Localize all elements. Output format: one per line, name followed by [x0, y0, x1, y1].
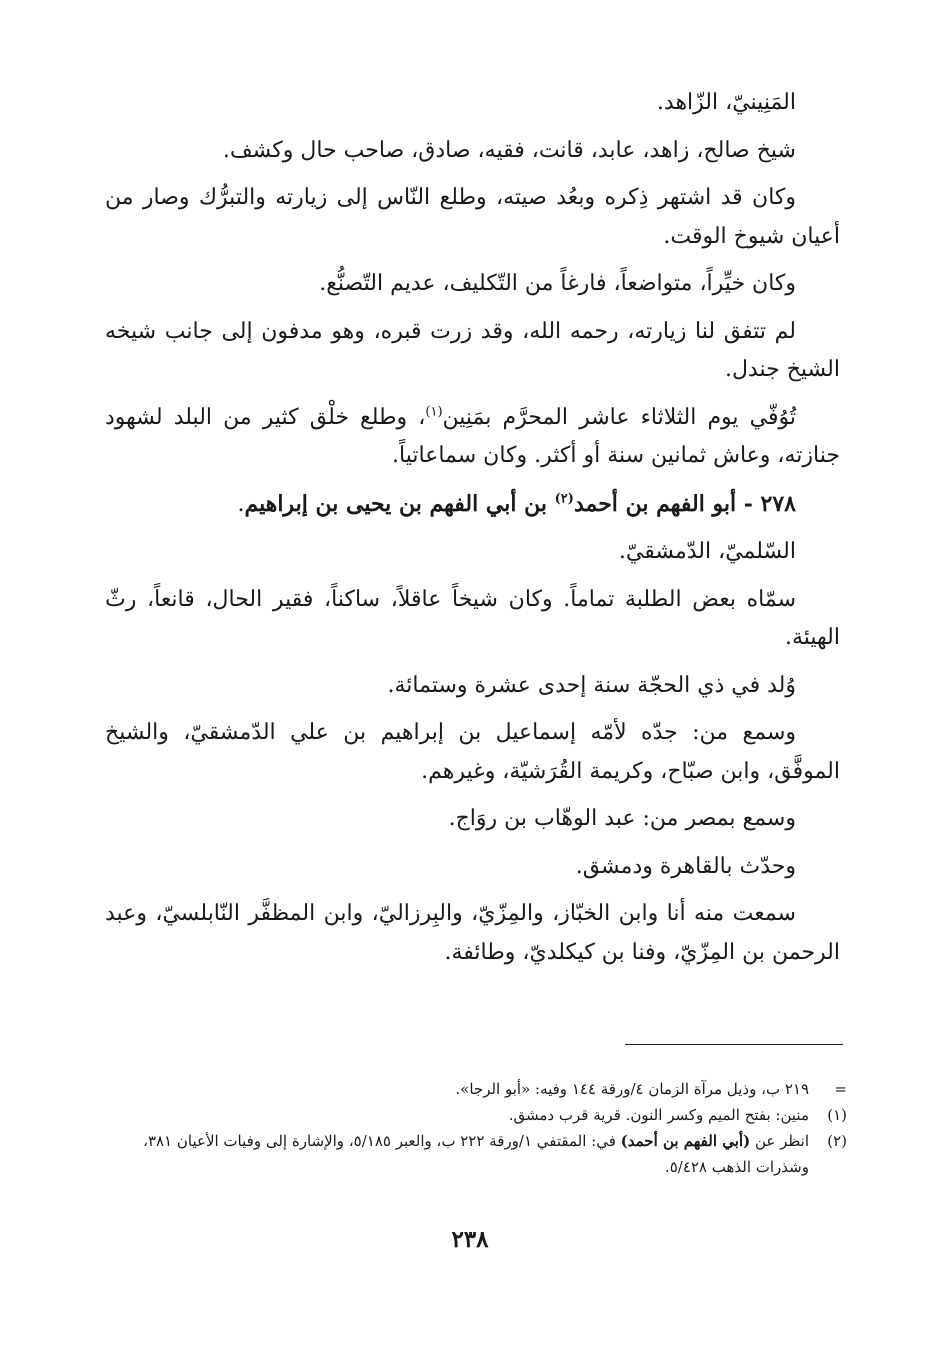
footnote-ref-2: (٢)	[554, 491, 574, 507]
footnote-1	[112, 1102, 847, 1128]
death-text-a: تُوُفّي يوم الثلاثاء عاشر المحرَّم بمَنِين	[442, 404, 796, 430]
footnote-1-mark: (١)	[827, 1106, 847, 1124]
paragraph-grave: لم تتفق لنا زيارته، رحمه الله، وقد زرت قبره، وهو مدفون إلى جانب شيخه الشيخ جندل.	[105, 318, 840, 382]
death-text-b: ، وطلع خلْق كثير من البلد لشهود جنازته، وعاش ثمانين سنة أو أكثر. وكان سماعاتياً.	[105, 404, 840, 468]
paragraph-death	[105, 399, 840, 476]
footnote-2-pre: انظر عن	[750, 1132, 809, 1150]
entry-number: ٢٧٨ -	[736, 490, 796, 517]
footnote-separator	[625, 1044, 843, 1045]
footnote-1-text: منين: بفتح الميم وكسر النون. قرية قرب دمشق.	[508, 1106, 809, 1124]
footnote-2	[112, 1128, 847, 1180]
paragraph-description: شيخ صالح، زاهد، عابد، قانت، فقيه، صادق، صاحب حال وكشف.	[222, 137, 796, 163]
entry-name-rest: بن أبي الفهم بن يحيى بن إبراهيم	[244, 490, 555, 517]
paragraph-birth: وُلد في ذي الحجّة سنة إحدى عشرة وستمائة.	[387, 672, 796, 698]
footnote-2-subject: (أبي الفهم بن أحمد)	[620, 1132, 751, 1150]
entry-name-first: أبو الفهم بن أحمد	[573, 490, 737, 517]
main-text	[105, 84, 840, 972]
paragraph-students: سمعت منه أنا وابن الخبّاز، والمِزّيّ، والبِرزاليّ، وابن المظفَّر النّابلسيّ، وعبد الرحمن بن المِزّيّ، وفنا بن كيكلديّ، وطائفة.	[105, 901, 840, 965]
paragraph-naming: سمّاه بعض الطلبة تماماً. وكان شيخاً عاقلاً، ساكناً، فقير الحال، قانعاً، رثّ الهيئة.	[105, 586, 840, 650]
footnote-cont-mark: =	[834, 1080, 847, 1098]
footnote-ref-1: (١)	[425, 404, 443, 420]
footnotes	[112, 1076, 847, 1180]
page-number: ٢٣٨	[451, 1226, 489, 1253]
paragraph-teachers: وسمع من: جدّه لأمّه إسماعيل بن إبراهيم بن علي الدّمشقيّ، والشيخ الموفَّق، وابن صبّاح، وكريمة القُرَشيّة، وغيرهم.	[105, 720, 840, 784]
footnote-cont-text: ٢١٩ ب، وذيل مرآة الزمان ٤/ورقة ١٤٤ وفيه: «أبو الرجا».	[455, 1080, 809, 1098]
paragraph-narration: وحدّث بالقاهرة ودمشق.	[575, 853, 796, 879]
paragraph-nisba-2: السّلميّ، الدّمشقيّ.	[618, 539, 796, 564]
paragraph-fame: وكان قد اشتهر ذِكره وبعُد صيته، وطلع النّاس إلى زيارته والتبرُّك وصار من أعيان شيوخ الوقت.	[105, 185, 840, 249]
entry-period: .	[237, 491, 245, 517]
paragraph-egypt: وسمع بمصر من: عبد الوهّاب بن روَاج.	[448, 806, 796, 831]
footnote-continuation	[112, 1076, 847, 1102]
entry-heading-278	[105, 485, 840, 525]
paragraph-character: وكان خيِّراً، متواضعاً، فارغاً من التّكليف، عديم التّصنُّع.	[319, 271, 796, 296]
footnote-2-text	[112, 1128, 809, 1180]
footnote-2-sources: في: المقتفي ١/ورقة ٢٢٢ ب، والعبر ٥/١٨٥، والإشارة إلى وفيات الأعيان ٣٨١، وشذرات الذهب ٥/٤٢٨.	[143, 1132, 809, 1176]
paragraph-nisba: المَنِينيّ، الزّاهد.	[656, 90, 796, 115]
footnote-2-mark: (٢)	[827, 1132, 847, 1150]
